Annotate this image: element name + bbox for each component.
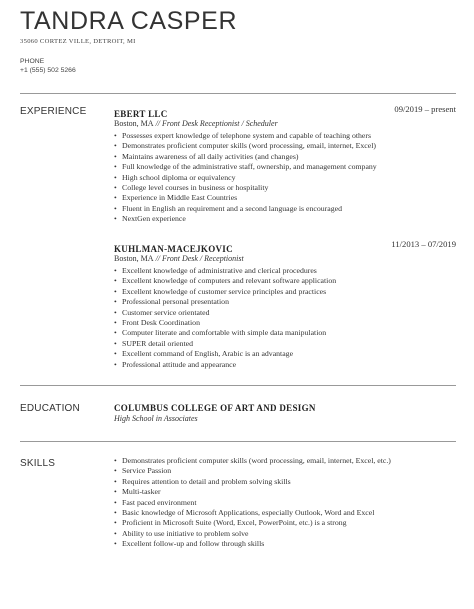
employer-name: EBERT LLC [114,109,168,119]
job-responsibilities [114,266,456,370]
list-item: • Full knowledge of the administrative staff, ownership, and management company [114,162,456,172]
list-item: • Excellent follow-up and follow through skills [114,539,456,549]
role-separator: // [153,119,163,128]
divider [20,441,456,442]
phone-label: PHONE [20,58,45,65]
section-title-education: EDUCATION [20,403,80,414]
list-item: • Service Passion [114,466,456,476]
candidate-name: TANDRA CASPER [20,7,238,35]
job-subline [114,253,456,264]
section-title-experience: EXPERIENCE [20,106,87,117]
list-item: • Front Desk Coordination [114,318,456,328]
list-item: • Excellent knowledge of customer service principles and practices [114,287,456,297]
phone-number: +1 (555) 502 5266 [20,67,76,74]
job-dates: 11/2013 – 07/2019 [391,239,456,249]
list-item: • NextGen experience [114,214,456,224]
list-item: • Possesses expert knowledge of telephone system and capable of teaching others [114,131,456,141]
job-role: Front Desk / Receptionist [162,254,244,263]
address: 35060 CORTEZ VILLE, DETROIT, MI [20,38,136,45]
job-location: Boston, MA [114,254,154,263]
job-location: Boston, MA [114,119,154,128]
divider [20,93,456,94]
list-item: • Fluent in English an requirement and a second language is encouraged [114,204,456,214]
list-item: • Excellent knowledge of computers and relevant software application [114,276,456,286]
list-item: • Fast paced environment [114,498,456,508]
degree: High School in Associates [114,414,198,423]
list-item: • Demonstrates proficient computer skills (word processing, email, internet, Excel) [114,141,456,151]
list-item: • Basic knowledge of Microsoft Applications, especially Outlook, Word and Excel [114,508,456,518]
list-item: • High school diploma or equivalency [114,173,456,183]
list-item: • Excellent knowledge of administrative and clerical procedures [114,266,456,276]
job-role: Front Desk Receptionist / Scheduler [162,119,278,128]
list-item: • Demonstrates proficient computer skills (word processing, email, internet, Excel, etc.) [114,456,456,466]
list-item: • Ability to use initiative to problem solve [114,529,456,539]
job-entry [114,239,456,370]
divider [20,385,456,386]
job-entry [114,104,456,225]
list-item: • College level courses in business or hospitality [114,183,456,193]
list-item: • Proficient in Microsoft Suite (Word, Excel, PowerPoint, etc.) is a strong [114,518,456,528]
section-title-skills: SKILLS [20,458,56,469]
role-separator: // [153,254,163,263]
education-entry [114,403,456,423]
employer-name: KUHLMAN-MACEJKOVIC [114,244,233,254]
list-item: • Maintains awareness of all daily activities (and changes) [114,152,456,162]
job-header [114,104,456,117]
job-subline [114,118,456,129]
list-item: • Requires attention to detail and problem solving skills [114,477,456,487]
job-responsibilities [114,131,456,225]
list-item: • SUPER detail oriented [114,339,456,349]
list-item: • Professional attitude and appearance [114,360,456,370]
job-dates: 09/2019 – present [394,104,456,114]
job-header [114,239,456,252]
school-name: COLUMBUS COLLEGE OF ART AND DESIGN [114,403,316,413]
list-item: • Experience in Middle East Countries [114,193,456,203]
list-item: • Multi-tasker [114,487,456,497]
skills-list [114,456,456,550]
list-item: • Customer service orientated [114,308,456,318]
list-item: • Excellent command of English, Arabic is an advantage [114,349,456,359]
list-item: • Computer literate and comfortable with simple data manipulation [114,328,456,338]
skills-entry [114,456,456,550]
list-item: • Professional personal presentation [114,297,456,307]
